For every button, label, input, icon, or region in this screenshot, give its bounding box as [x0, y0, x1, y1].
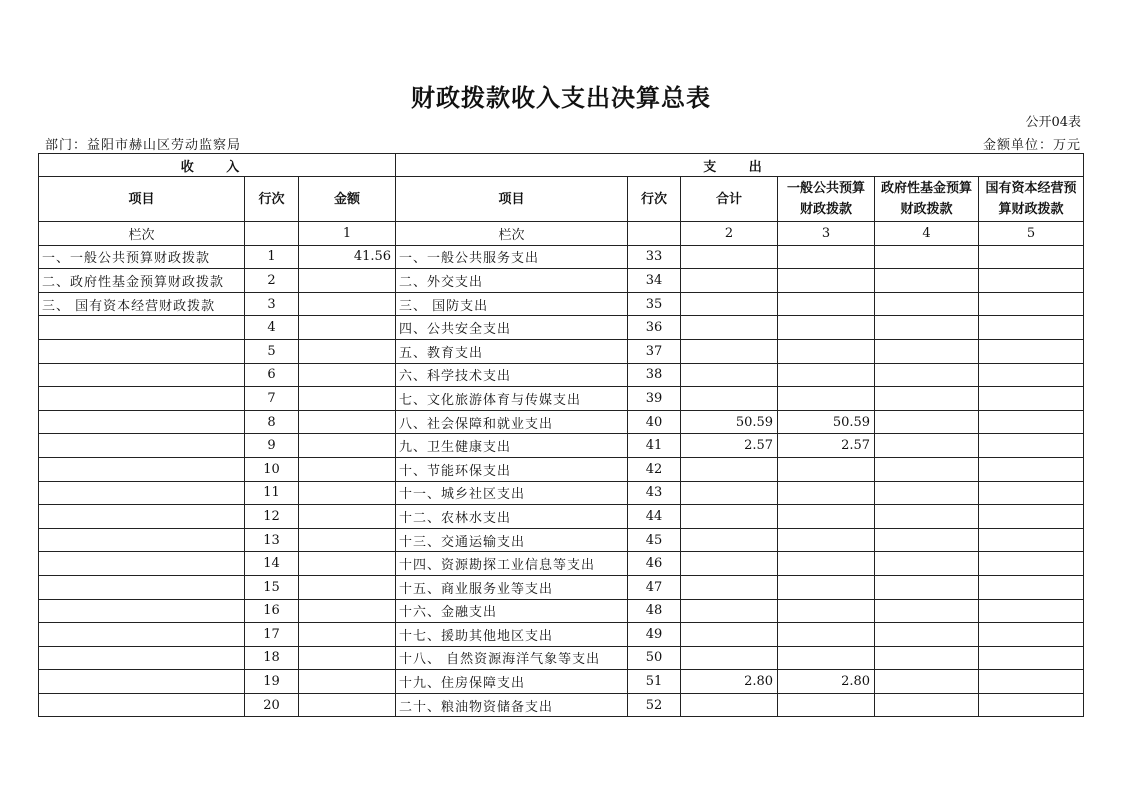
exp-row-no-cell: 34: [628, 269, 681, 293]
income-amount-cell: [299, 693, 396, 717]
exp-general-cell: 2.57: [778, 434, 875, 458]
exp-row-no-cell: 48: [628, 599, 681, 623]
header-exp-row-no: 行次: [628, 177, 681, 222]
income-amount-cell: [299, 505, 396, 529]
exp-item-cell: 八、社会保障和就业支出: [396, 410, 628, 434]
exp-item-cell: 十六、金融支出: [396, 599, 628, 623]
exp-general-cell: [778, 387, 875, 411]
exp-row-no-cell: 35: [628, 292, 681, 316]
income-row-no-cell: 12: [245, 505, 299, 529]
exp-item-cell: 九、卫生健康支出: [396, 434, 628, 458]
exp-fund-cell: [875, 245, 979, 269]
exp-general-cell: [778, 646, 875, 670]
exp-total-cell: [681, 245, 778, 269]
income-item-cell: 二、政府性基金预算财政拨款: [39, 269, 245, 293]
table-row: [39, 623, 1084, 647]
exp-item-cell: 十二、农林水支出: [396, 505, 628, 529]
exp-row-no-cell: 38: [628, 363, 681, 387]
exp-total-cell: [681, 316, 778, 340]
exp-item-cell: 三、 国防支出: [396, 292, 628, 316]
table-row: [39, 292, 1084, 316]
income-item-cell: [39, 410, 245, 434]
exp-state-capital-cell: [979, 387, 1084, 411]
exp-item-cell: 十九、住房保障支出: [396, 670, 628, 694]
column-header-row: [39, 177, 1084, 222]
exp-row-no-cell: 40: [628, 410, 681, 434]
exp-item-cell: 十三、交通运输支出: [396, 528, 628, 552]
exp-total-cell: [681, 339, 778, 363]
income-amount-cell: [299, 387, 396, 411]
table-row: [39, 481, 1084, 505]
exp-item-cell: 十八、 自然资源海洋气象等支出: [396, 646, 628, 670]
exp-item-cell: 四、公共安全支出: [396, 316, 628, 340]
income-amount-cell: [299, 316, 396, 340]
header-income-row-no: 行次: [245, 177, 299, 222]
income-amount-cell: [299, 269, 396, 293]
table-row: [39, 505, 1084, 529]
exp-item-cell: 十七、援助其他地区支出: [396, 623, 628, 647]
income-item-cell: [39, 599, 245, 623]
exp-state-capital-cell: [979, 434, 1084, 458]
exp-general-cell: [778, 245, 875, 269]
income-amount-cell: [299, 339, 396, 363]
income-item-cell: [39, 387, 245, 411]
exp-total-cell: [681, 528, 778, 552]
income-item-cell: [39, 481, 245, 505]
table-row: [39, 410, 1084, 434]
exp-fund-cell: [875, 457, 979, 481]
exp-total-cell: [681, 269, 778, 293]
colnum-income-amount: 1: [299, 222, 396, 246]
exp-fund-cell: [875, 623, 979, 647]
exp-state-capital-cell: [979, 292, 1084, 316]
exp-fund-cell: [875, 410, 979, 434]
exp-state-capital-cell: [979, 269, 1084, 293]
exp-general-cell: 2.80: [778, 670, 875, 694]
exp-general-cell: [778, 575, 875, 599]
exp-general-cell: [778, 623, 875, 647]
income-amount-cell: [299, 363, 396, 387]
budget-summary-table: [38, 153, 1084, 717]
exp-state-capital-cell: [979, 481, 1084, 505]
exp-row-no-cell: 51: [628, 670, 681, 694]
exp-total-cell: [681, 693, 778, 717]
exp-fund-cell: [875, 528, 979, 552]
exp-total-cell: [681, 481, 778, 505]
exp-state-capital-cell: [979, 575, 1084, 599]
income-row-no-cell: 13: [245, 528, 299, 552]
income-row-no-cell: 1: [245, 245, 299, 269]
department-label: 部门：益阳市赫山区劳动监察局: [45, 138, 242, 153]
exp-fund-cell: [875, 693, 979, 717]
exp-fund-cell: [875, 575, 979, 599]
colnum-exp-row: [628, 222, 681, 246]
income-row-no-cell: 16: [245, 599, 299, 623]
exp-total-cell: 2.57: [681, 434, 778, 458]
exp-fund-cell: [875, 292, 979, 316]
exp-item-cell: 十一、城乡社区支出: [396, 481, 628, 505]
table-row: [39, 528, 1084, 552]
income-amount-cell: [299, 552, 396, 576]
colnum-exp-state-capital: 5: [979, 222, 1084, 246]
exp-general-cell: 50.59: [778, 410, 875, 434]
income-item-cell: [39, 457, 245, 481]
table-row: [39, 434, 1084, 458]
income-item-cell: [39, 505, 245, 529]
form-number: 公开04表: [1025, 115, 1081, 130]
exp-row-no-cell: 39: [628, 387, 681, 411]
exp-general-cell: [778, 339, 875, 363]
income-amount-cell: [299, 670, 396, 694]
income-item-cell: [39, 434, 245, 458]
exp-item-cell: 二、外交支出: [396, 269, 628, 293]
header-exp-fund: 政府性基金预算财政拨款: [875, 177, 979, 222]
section-header-row: [39, 154, 1084, 177]
income-row-no-cell: 19: [245, 670, 299, 694]
exp-state-capital-cell: [979, 505, 1084, 529]
income-item-cell: [39, 316, 245, 340]
income-row-no-cell: 4: [245, 316, 299, 340]
exp-state-capital-cell: [979, 599, 1084, 623]
exp-total-cell: [681, 505, 778, 529]
exp-total-cell: [681, 363, 778, 387]
income-row-no-cell: 6: [245, 363, 299, 387]
exp-fund-cell: [875, 646, 979, 670]
exp-general-cell: [778, 552, 875, 576]
income-row-no-cell: 2: [245, 269, 299, 293]
table-row: [39, 387, 1084, 411]
exp-general-cell: [778, 599, 875, 623]
income-amount-cell: [299, 434, 396, 458]
income-section-header: 收 入: [39, 154, 396, 177]
exp-general-cell: [778, 316, 875, 340]
page-title: 财政拨款收入支出决算总表: [411, 84, 711, 112]
exp-state-capital-cell: [979, 693, 1084, 717]
table-row: [39, 457, 1084, 481]
exp-fund-cell: [875, 505, 979, 529]
exp-row-no-cell: 41: [628, 434, 681, 458]
table-row: [39, 316, 1084, 340]
exp-item-cell: 五、教育支出: [396, 339, 628, 363]
exp-state-capital-cell: [979, 245, 1084, 269]
income-row-no-cell: 11: [245, 481, 299, 505]
income-amount-cell: [299, 481, 396, 505]
exp-total-cell: [681, 623, 778, 647]
income-item-cell: [39, 528, 245, 552]
table-row: [39, 670, 1084, 694]
exp-total-cell: 50.59: [681, 410, 778, 434]
exp-general-cell: [778, 528, 875, 552]
header-exp-total: 合计: [681, 177, 778, 222]
income-item-cell: [39, 339, 245, 363]
income-row-no-cell: 10: [245, 457, 299, 481]
colnum-income-item: 栏次: [39, 222, 245, 246]
income-amount-cell: [299, 457, 396, 481]
exp-general-cell: [778, 505, 875, 529]
income-item-cell: [39, 623, 245, 647]
exp-row-no-cell: 37: [628, 339, 681, 363]
exp-fund-cell: [875, 363, 979, 387]
exp-total-cell: [681, 552, 778, 576]
exp-state-capital-cell: [979, 623, 1084, 647]
exp-item-cell: 一、一般公共服务支出: [396, 245, 628, 269]
exp-item-cell: 十四、资源勘探工业信息等支出: [396, 552, 628, 576]
exp-row-no-cell: 49: [628, 623, 681, 647]
exp-fund-cell: [875, 316, 979, 340]
exp-row-no-cell: 45: [628, 528, 681, 552]
header-income-item: 项目: [39, 177, 245, 222]
exp-state-capital-cell: [979, 528, 1084, 552]
exp-general-cell: [778, 292, 875, 316]
exp-fund-cell: [875, 599, 979, 623]
income-item-cell: 一、一般公共预算财政拨款: [39, 245, 245, 269]
table-row: [39, 339, 1084, 363]
income-row-no-cell: 14: [245, 552, 299, 576]
income-row-no-cell: 8: [245, 410, 299, 434]
exp-row-no-cell: 50: [628, 646, 681, 670]
income-item-cell: [39, 575, 245, 599]
header-income-amount: 金额: [299, 177, 396, 222]
income-row-no-cell: 15: [245, 575, 299, 599]
income-row-no-cell: 20: [245, 693, 299, 717]
exp-row-no-cell: 43: [628, 481, 681, 505]
exp-item-cell: 十五、商业服务业等支出: [396, 575, 628, 599]
exp-fund-cell: [875, 670, 979, 694]
exp-row-no-cell: 44: [628, 505, 681, 529]
income-row-no-cell: 17: [245, 623, 299, 647]
exp-general-cell: [778, 693, 875, 717]
exp-fund-cell: [875, 552, 979, 576]
exp-state-capital-cell: [979, 316, 1084, 340]
colnum-exp-total: 2: [681, 222, 778, 246]
exp-general-cell: [778, 269, 875, 293]
table-row: [39, 575, 1084, 599]
income-amount-cell: [299, 599, 396, 623]
table-body: [39, 245, 1084, 717]
exp-item-cell: 二十、粮油物资储备支出: [396, 693, 628, 717]
header-exp-state-capital: 国有资本经营预算财政拨款: [979, 177, 1084, 222]
header-exp-item: 项目: [396, 177, 628, 222]
exp-row-no-cell: 42: [628, 457, 681, 481]
income-item-cell: [39, 693, 245, 717]
income-row-no-cell: 9: [245, 434, 299, 458]
exp-fund-cell: [875, 339, 979, 363]
table-row: [39, 552, 1084, 576]
exp-fund-cell: [875, 434, 979, 458]
income-amount-cell: [299, 623, 396, 647]
income-item-cell: 三、 国有资本经营财政拨款: [39, 292, 245, 316]
exp-state-capital-cell: [979, 363, 1084, 387]
colnum-exp-fund: 4: [875, 222, 979, 246]
income-row-no-cell: 3: [245, 292, 299, 316]
exp-row-no-cell: 46: [628, 552, 681, 576]
exp-row-no-cell: 33: [628, 245, 681, 269]
income-amount-cell: [299, 646, 396, 670]
exp-state-capital-cell: [979, 410, 1084, 434]
header-exp-general: 一般公共预算财政拨款: [778, 177, 875, 222]
exp-row-no-cell: 47: [628, 575, 681, 599]
table-row: [39, 599, 1084, 623]
income-item-cell: [39, 670, 245, 694]
income-amount-cell: 41.56: [299, 245, 396, 269]
exp-general-cell: [778, 363, 875, 387]
income-item-cell: [39, 552, 245, 576]
exp-row-no-cell: 52: [628, 693, 681, 717]
colnum-exp-item: 栏次: [396, 222, 628, 246]
exp-state-capital-cell: [979, 552, 1084, 576]
income-amount-cell: [299, 575, 396, 599]
exp-total-cell: [681, 599, 778, 623]
income-amount-cell: [299, 410, 396, 434]
exp-fund-cell: [875, 269, 979, 293]
exp-fund-cell: [875, 387, 979, 411]
table-row: [39, 693, 1084, 717]
exp-state-capital-cell: [979, 457, 1084, 481]
exp-row-no-cell: 36: [628, 316, 681, 340]
exp-item-cell: 十、节能环保支出: [396, 457, 628, 481]
exp-total-cell: [681, 387, 778, 411]
income-amount-cell: [299, 528, 396, 552]
exp-general-cell: [778, 481, 875, 505]
income-amount-cell: [299, 292, 396, 316]
income-row-no-cell: 18: [245, 646, 299, 670]
exp-fund-cell: [875, 481, 979, 505]
column-number-row: [39, 222, 1084, 246]
amount-unit-label: 金额单位：万元: [982, 138, 1081, 153]
exp-state-capital-cell: [979, 646, 1084, 670]
colnum-income-row: [245, 222, 299, 246]
exp-state-capital-cell: [979, 339, 1084, 363]
exp-total-cell: 2.80: [681, 670, 778, 694]
exp-state-capital-cell: [979, 670, 1084, 694]
table-row: [39, 245, 1084, 269]
exp-total-cell: [681, 575, 778, 599]
table-row: [39, 269, 1084, 293]
table-row: [39, 646, 1084, 670]
exp-general-cell: [778, 457, 875, 481]
exp-total-cell: [681, 646, 778, 670]
exp-total-cell: [681, 292, 778, 316]
exp-item-cell: 六、科学技术支出: [396, 363, 628, 387]
exp-total-cell: [681, 457, 778, 481]
income-row-no-cell: 7: [245, 387, 299, 411]
table-row: [39, 363, 1084, 387]
income-item-cell: [39, 363, 245, 387]
expenditure-section-header: 支 出: [396, 154, 1084, 177]
exp-item-cell: 七、文化旅游体育与传媒支出: [396, 387, 628, 411]
income-row-no-cell: 5: [245, 339, 299, 363]
colnum-exp-general: 3: [778, 222, 875, 246]
income-item-cell: [39, 646, 245, 670]
